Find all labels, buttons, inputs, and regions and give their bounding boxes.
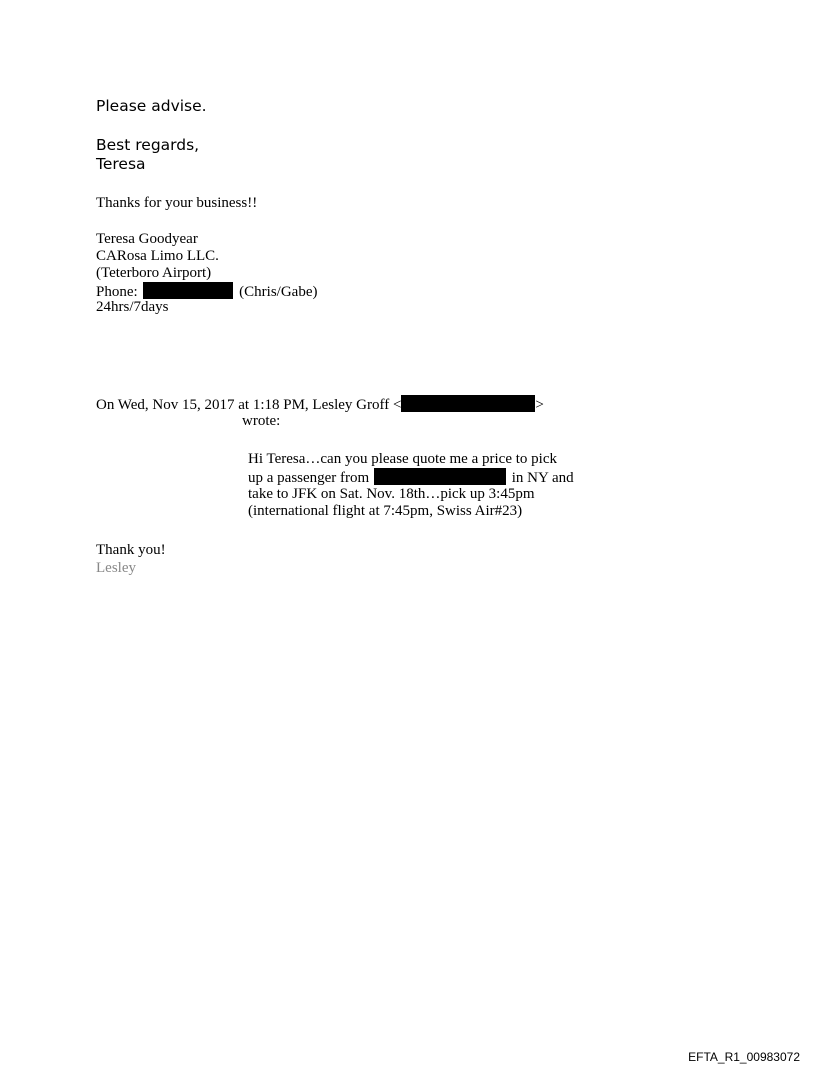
signature-hours: 24hrs/7days [96, 299, 169, 315]
thank-you-text: Thank you! [96, 542, 166, 558]
signature-company: CARosa Limo LLC. [96, 248, 219, 264]
sender-first-name: Teresa [96, 155, 146, 173]
quote-header-suffix: > [535, 397, 544, 413]
quote-header-prefix: On Wed, Nov 15, 2017 at 1:18 PM, Lesley Groff < [96, 397, 402, 413]
quote-line-1: Hi Teresa…can you please quote me a price to pick [248, 451, 557, 467]
quote-sender-name: Lesley [96, 560, 136, 576]
quote-line-4: (international flight at 7:45pm, Swiss Air#23) [248, 503, 523, 519]
quote-wrote: wrote: [242, 413, 281, 429]
regards-text: Best regards, [96, 136, 200, 154]
quote-line-2-prefix: up a passenger from [248, 470, 370, 486]
signature-name: Teresa Goodyear [96, 231, 198, 247]
document-id: EFTA_R1_00983072 [688, 1050, 800, 1064]
phone-contacts: (Chris/Gabe) [239, 284, 318, 300]
redacted-location [374, 468, 506, 485]
signature-location: (Teterboro Airport) [96, 265, 212, 281]
redacted-email [401, 395, 535, 412]
quote-line-2 [248, 468, 574, 487]
advise-text: Please advise. [96, 97, 207, 115]
redacted-phone [143, 282, 233, 299]
thanks-text: Thanks for your business!! [96, 195, 258, 211]
quote-line-3: take to JFK on Sat. Nov. 18th…pick up 3:45pm [248, 486, 535, 502]
quote-line-2-suffix: in NY and [511, 470, 574, 486]
quote-header [96, 395, 544, 414]
phone-label: Phone: [96, 284, 138, 300]
